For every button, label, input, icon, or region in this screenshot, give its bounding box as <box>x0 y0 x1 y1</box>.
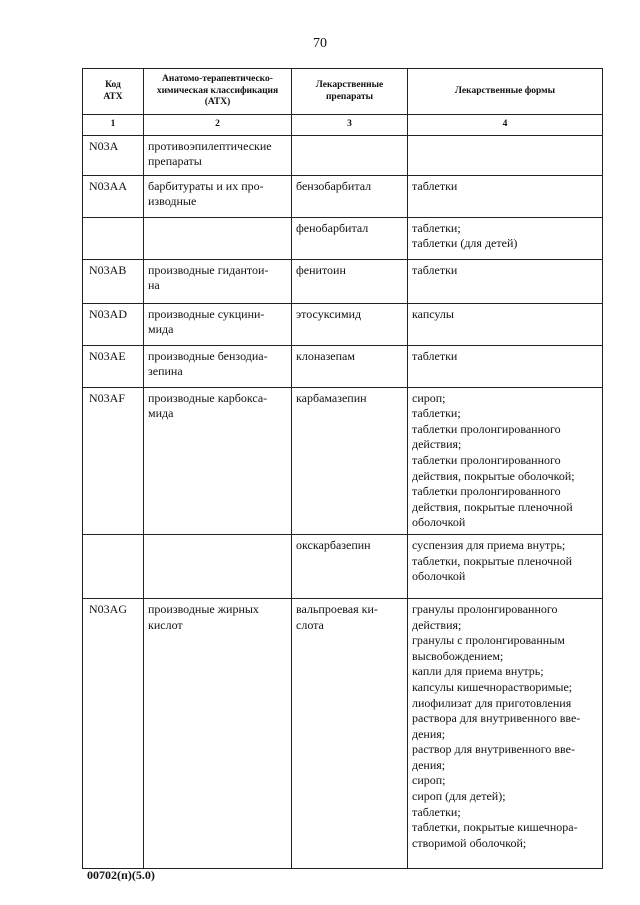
text-line: дения; <box>412 726 446 741</box>
text-line: таблетки; <box>412 406 461 421</box>
atx-code-cell: N03AG <box>83 598 144 868</box>
text-line: противоэпилептические <box>148 138 272 153</box>
table-row <box>83 175 603 217</box>
atx-code-cell: N03A <box>83 135 144 175</box>
text-line: бензобарбитал <box>296 178 372 193</box>
atx-code-cell <box>83 534 144 598</box>
text-line: гранулы пролонгированного <box>412 601 558 616</box>
table-row <box>83 135 603 175</box>
text-line: этосуксимид <box>296 306 362 321</box>
text-line: препараты <box>325 91 374 102</box>
text-line: таблетки пролонгированного <box>412 421 561 436</box>
text-line: химическая классификация <box>156 85 279 96</box>
atx-code-cell: N03AA <box>83 175 144 217</box>
text-line: окскарбазепин <box>296 537 371 552</box>
atx-table <box>82 68 603 869</box>
text-line: клоназепам <box>296 348 355 363</box>
classification-cell <box>144 175 292 217</box>
text-line: таблетки пролонгированного <box>412 484 561 499</box>
atx-code-cell: N03AB <box>83 259 144 303</box>
text-line: сироп; <box>412 773 446 788</box>
text-line: таблетки (для детей) <box>412 236 518 251</box>
forms-cell <box>408 598 603 868</box>
text-line: зепина <box>148 364 183 379</box>
classification-cell <box>144 534 292 598</box>
forms-cell <box>408 259 603 303</box>
header-forms <box>408 69 603 115</box>
text-line: высвобождением; <box>412 648 504 663</box>
document-code: 00702(п)(5.0) <box>87 868 155 882</box>
column-number: 3 <box>292 115 408 136</box>
classification-cell <box>144 135 292 175</box>
table-row <box>83 387 603 534</box>
table-row <box>83 534 603 598</box>
text-line: Код <box>105 80 121 90</box>
text-line: таблетки, покрытые пленочной <box>412 553 573 568</box>
text-line: капсулы кишечнорастворимые; <box>412 679 573 694</box>
text-line: капсулы <box>412 306 454 321</box>
table-row <box>83 345 603 387</box>
header-drugs <box>292 69 408 115</box>
classification-cell <box>144 345 292 387</box>
drug-cell <box>292 598 408 868</box>
forms-cell <box>408 345 603 387</box>
text-line: Лекарственные формы <box>454 85 556 96</box>
atx-code-cell <box>83 217 144 259</box>
atx-code-cell: N03AE <box>83 345 144 387</box>
drug-cell <box>292 345 408 387</box>
text-line: таблетки <box>412 178 458 193</box>
text-line: таблетки <box>412 348 458 363</box>
header-code <box>83 69 144 115</box>
atx-code-cell: N03AF <box>83 387 144 534</box>
text-line: барбитураты и их про- <box>148 178 264 193</box>
text-line: на <box>148 278 160 293</box>
classification-cell <box>144 387 292 534</box>
text-line: дения; <box>412 757 446 772</box>
drug-cell <box>292 387 408 534</box>
forms-cell <box>408 303 603 345</box>
header-classification <box>144 69 292 115</box>
text-line: (АТХ) <box>204 97 231 108</box>
classification-cell <box>144 259 292 303</box>
table-row <box>83 598 603 868</box>
text-line: суспензия для приема внутрь; <box>412 537 566 552</box>
text-line: таблетки <box>412 262 458 277</box>
text-line: оболочкой <box>412 569 466 584</box>
text-line: Лекарственные <box>315 80 384 90</box>
forms-cell <box>408 175 603 217</box>
text-line: действия, покрытые оболочкой; <box>412 468 575 483</box>
text-line: таблетки, покрытые кишечнора- <box>412 820 578 835</box>
drug-cell <box>292 217 408 259</box>
column-number: 4 <box>408 115 603 136</box>
text-line: мида <box>148 322 174 337</box>
text-line: производные жирных <box>148 601 259 616</box>
drug-cell <box>292 135 408 175</box>
text-line: сироп; <box>412 390 446 405</box>
text-line: таблетки; <box>412 804 461 819</box>
text-line: фенобарбитал <box>296 220 369 235</box>
text-line: слота <box>296 617 324 632</box>
drug-cell <box>292 259 408 303</box>
text-line: Анатомо-терапевтическо- <box>162 74 273 85</box>
column-number: 2 <box>144 115 292 136</box>
table-row <box>83 259 603 303</box>
text-line: таблетки пролонгированного <box>412 452 561 467</box>
forms-cell <box>408 217 603 259</box>
text-line: изводные <box>148 194 197 209</box>
drug-cell <box>292 303 408 345</box>
classification-cell <box>144 598 292 868</box>
text-line: действия; <box>412 437 462 452</box>
classification-cell <box>144 303 292 345</box>
column-number: 1 <box>83 115 144 136</box>
text-line: капли для приема внутрь; <box>412 664 544 679</box>
text-line: мида <box>148 406 174 421</box>
forms-cell <box>408 387 603 534</box>
text-line: производные гидантои- <box>148 262 269 277</box>
text-line: действия, покрытые пленочной <box>412 499 573 514</box>
text-line: оболочкой <box>412 515 466 530</box>
text-line: створимой оболочкой; <box>412 835 527 850</box>
text-line: гранулы с пролонгированным <box>412 633 565 648</box>
text-line: таблетки; <box>412 220 461 235</box>
text-line: фенитоин <box>296 262 346 277</box>
page-number: 70 <box>313 36 327 51</box>
atx-code-cell: N03AD <box>83 303 144 345</box>
classification-cell <box>144 217 292 259</box>
text-line: препараты <box>148 154 202 169</box>
table-row <box>83 303 603 345</box>
forms-cell <box>408 135 603 175</box>
text-line: производные сукцини- <box>148 306 265 321</box>
table-row <box>83 217 603 259</box>
text-line: карбамазепин <box>296 390 367 405</box>
text-line: лиофилизат для приготовления <box>412 695 572 710</box>
drug-cell <box>292 534 408 598</box>
text-line: раствор для внутривенного вве- <box>412 742 575 757</box>
text-line: сироп (для детей); <box>412 789 506 804</box>
forms-cell <box>408 534 603 598</box>
text-line: производные карбокса- <box>148 390 268 405</box>
header-row <box>83 69 603 115</box>
text-line: производные бензодиа- <box>148 348 268 363</box>
text-line: вальпроевая ки- <box>296 601 378 616</box>
drug-cell <box>292 175 408 217</box>
column-number-row <box>83 115 603 136</box>
text-line: раствора для внутривенного вве- <box>412 711 581 726</box>
text-line: кислот <box>148 617 183 632</box>
text-line: действия; <box>412 617 462 632</box>
text-line: АТХ <box>103 91 123 102</box>
